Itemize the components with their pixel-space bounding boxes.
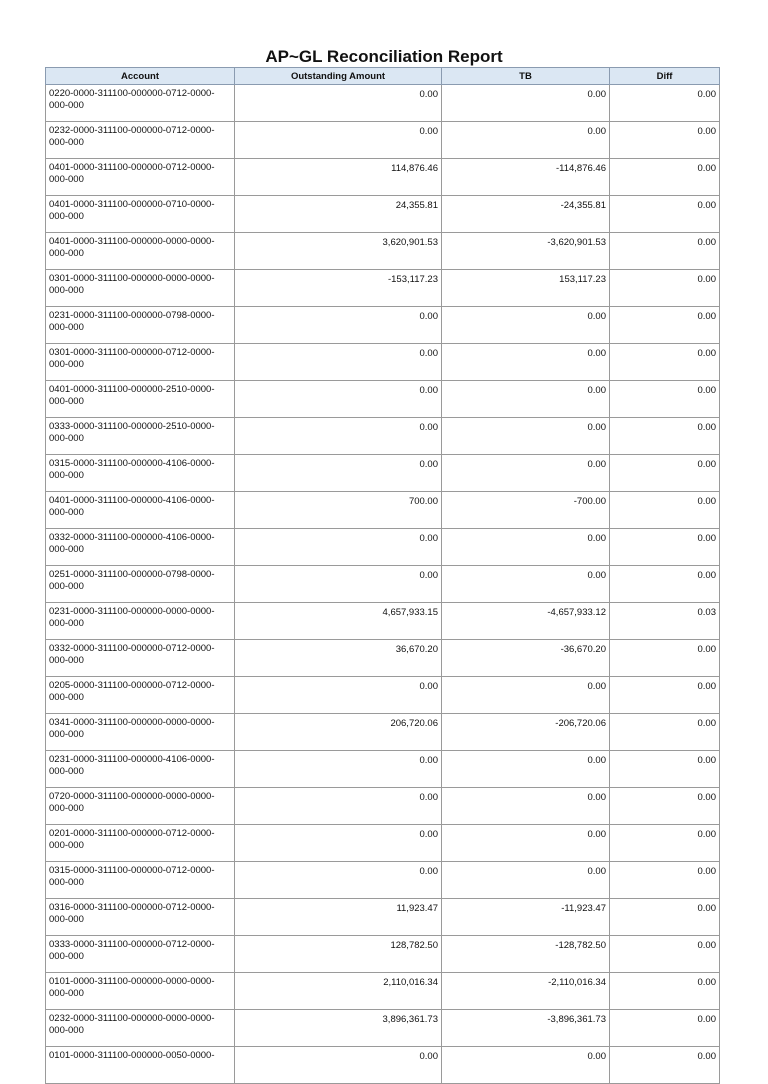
diff-cell: 0.00 bbox=[610, 751, 720, 788]
tb-cell: 0.00 bbox=[442, 825, 610, 862]
account-cell: 0301-0000-311100-000000-0000-0000-000-000 bbox=[46, 270, 235, 307]
outstanding-amount-cell: 128,782.50 bbox=[235, 936, 442, 973]
outstanding-amount-cell: 4,657,933.15 bbox=[235, 603, 442, 640]
table-row bbox=[46, 196, 720, 233]
tb-cell: 0.00 bbox=[442, 751, 610, 788]
table-row bbox=[46, 529, 720, 566]
diff-cell: 0.00 bbox=[610, 899, 720, 936]
account-cell: 0315-0000-311100-000000-4106-0000-000-000 bbox=[46, 455, 235, 492]
outstanding-amount-cell: 36,670.20 bbox=[235, 640, 442, 677]
table-row bbox=[46, 751, 720, 788]
table-row bbox=[46, 85, 720, 122]
table-row bbox=[46, 270, 720, 307]
tb-cell: 0.00 bbox=[442, 529, 610, 566]
diff-cell: 0.00 bbox=[610, 233, 720, 270]
diff-cell: 0.00 bbox=[610, 418, 720, 455]
column-header-account: Account bbox=[46, 68, 235, 85]
outstanding-amount-cell: 2,110,016.34 bbox=[235, 973, 442, 1010]
table-row bbox=[46, 418, 720, 455]
tb-cell: 0.00 bbox=[442, 85, 610, 122]
diff-cell: 0.00 bbox=[610, 1010, 720, 1047]
table-row bbox=[46, 899, 720, 936]
table-row bbox=[46, 344, 720, 381]
account-cell: 0332-0000-311100-000000-4106-0000-000-000 bbox=[46, 529, 235, 566]
table-row bbox=[46, 159, 720, 196]
diff-cell: 0.00 bbox=[610, 566, 720, 603]
diff-cell: 0.00 bbox=[610, 529, 720, 566]
diff-cell: 0.00 bbox=[610, 270, 720, 307]
column-header-tb: TB bbox=[442, 68, 610, 85]
outstanding-amount-cell: 0.00 bbox=[235, 344, 442, 381]
outstanding-amount-cell: 0.00 bbox=[235, 418, 442, 455]
diff-cell: 0.00 bbox=[610, 714, 720, 751]
account-cell: 0401-0000-311100-000000-4106-0000-000-000 bbox=[46, 492, 235, 529]
outstanding-amount-cell: 0.00 bbox=[235, 862, 442, 899]
diff-cell: 0.00 bbox=[610, 381, 720, 418]
tb-cell: -3,896,361.73 bbox=[442, 1010, 610, 1047]
outstanding-amount-cell: 114,876.46 bbox=[235, 159, 442, 196]
outstanding-amount-cell: 0.00 bbox=[235, 381, 442, 418]
table-row bbox=[46, 936, 720, 973]
table-row bbox=[46, 640, 720, 677]
account-cell: 0332-0000-311100-000000-0712-0000-000-000 bbox=[46, 640, 235, 677]
table-row bbox=[46, 973, 720, 1010]
diff-cell: 0.00 bbox=[610, 159, 720, 196]
outstanding-amount-cell: -153,117.23 bbox=[235, 270, 442, 307]
account-cell: 0205-0000-311100-000000-0712-0000-000-000 bbox=[46, 677, 235, 714]
reconciliation-table bbox=[45, 67, 720, 1084]
tb-cell: -2,110,016.34 bbox=[442, 973, 610, 1010]
outstanding-amount-cell: 0.00 bbox=[235, 788, 442, 825]
tb-cell: 0.00 bbox=[442, 566, 610, 603]
table-row bbox=[46, 233, 720, 270]
outstanding-amount-cell: 0.00 bbox=[235, 307, 442, 344]
tb-cell: 0.00 bbox=[442, 122, 610, 159]
outstanding-amount-cell: 0.00 bbox=[235, 751, 442, 788]
account-cell: 0220-0000-311100-000000-0712-0000-000-000 bbox=[46, 85, 235, 122]
table-row bbox=[46, 603, 720, 640]
tb-cell: 0.00 bbox=[442, 862, 610, 899]
account-cell: 0341-0000-311100-000000-0000-0000-000-000 bbox=[46, 714, 235, 751]
outstanding-amount-cell: 0.00 bbox=[235, 566, 442, 603]
account-cell: 0720-0000-311100-000000-0000-0000-000-000 bbox=[46, 788, 235, 825]
table-body bbox=[46, 85, 720, 1084]
account-cell: 0231-0000-311100-000000-0000-0000-000-000 bbox=[46, 603, 235, 640]
tb-cell: 0.00 bbox=[442, 788, 610, 825]
tb-cell: -700.00 bbox=[442, 492, 610, 529]
diff-cell: 0.00 bbox=[610, 862, 720, 899]
diff-cell: 0.00 bbox=[610, 936, 720, 973]
outstanding-amount-cell: 0.00 bbox=[235, 529, 442, 566]
diff-cell: 0.00 bbox=[610, 122, 720, 159]
account-cell: 0333-0000-311100-000000-0712-0000-000-000 bbox=[46, 936, 235, 973]
outstanding-amount-cell: 0.00 bbox=[235, 825, 442, 862]
table-row bbox=[46, 1010, 720, 1047]
tb-cell: -206,720.06 bbox=[442, 714, 610, 751]
table-row bbox=[46, 381, 720, 418]
account-cell: 0401-0000-311100-000000-0000-0000-000-000 bbox=[46, 233, 235, 270]
table-row bbox=[46, 566, 720, 603]
table-row bbox=[46, 1047, 720, 1084]
tb-cell: -128,782.50 bbox=[442, 936, 610, 973]
outstanding-amount-cell: 0.00 bbox=[235, 122, 442, 159]
diff-cell: 0.00 bbox=[610, 307, 720, 344]
account-cell: 0401-0000-311100-000000-0710-0000-000-000 bbox=[46, 196, 235, 233]
tb-cell: 0.00 bbox=[442, 381, 610, 418]
diff-cell: 0.00 bbox=[610, 825, 720, 862]
outstanding-amount-cell: 0.00 bbox=[235, 455, 442, 492]
outstanding-amount-cell: 0.00 bbox=[235, 1047, 442, 1084]
account-cell: 0316-0000-311100-000000-0712-0000-000-000 bbox=[46, 899, 235, 936]
report-table-container bbox=[45, 67, 719, 1062]
account-cell: 0231-0000-311100-000000-0798-0000-000-000 bbox=[46, 307, 235, 344]
tb-cell: 0.00 bbox=[442, 1047, 610, 1084]
account-cell: 0301-0000-311100-000000-0712-0000-000-000 bbox=[46, 344, 235, 381]
table-row bbox=[46, 492, 720, 529]
table-header-row bbox=[46, 68, 720, 85]
account-cell: 0232-0000-311100-000000-0000-0000-000-000 bbox=[46, 1010, 235, 1047]
diff-cell: 0.00 bbox=[610, 973, 720, 1010]
outstanding-amount-cell: 206,720.06 bbox=[235, 714, 442, 751]
table-row bbox=[46, 862, 720, 899]
tb-cell: -4,657,933.12 bbox=[442, 603, 610, 640]
account-cell: 0201-0000-311100-000000-0712-0000-000-000 bbox=[46, 825, 235, 862]
tb-cell: 0.00 bbox=[442, 455, 610, 492]
tb-cell: 0.00 bbox=[442, 344, 610, 381]
diff-cell: 0.03 bbox=[610, 603, 720, 640]
account-cell: 0232-0000-311100-000000-0712-0000-000-000 bbox=[46, 122, 235, 159]
outstanding-amount-cell: 11,923.47 bbox=[235, 899, 442, 936]
diff-cell: 0.00 bbox=[610, 196, 720, 233]
account-cell: 0101-0000-311100-000000-0000-0000-000-000 bbox=[46, 973, 235, 1010]
tb-cell: -36,670.20 bbox=[442, 640, 610, 677]
account-cell: 0315-0000-311100-000000-0712-0000-000-000 bbox=[46, 862, 235, 899]
diff-cell: 0.00 bbox=[610, 677, 720, 714]
outstanding-amount-cell: 24,355.81 bbox=[235, 196, 442, 233]
diff-cell: 0.00 bbox=[610, 85, 720, 122]
table-row bbox=[46, 714, 720, 751]
tb-cell: -114,876.46 bbox=[442, 159, 610, 196]
tb-cell: 0.00 bbox=[442, 677, 610, 714]
tb-cell: 0.00 bbox=[442, 307, 610, 344]
diff-cell: 0.00 bbox=[610, 788, 720, 825]
account-cell: 0333-0000-311100-000000-2510-0000-000-000 bbox=[46, 418, 235, 455]
table-row bbox=[46, 825, 720, 862]
account-cell: 0101-0000-311100-000000-0050-0000- bbox=[46, 1047, 235, 1084]
diff-cell: 0.00 bbox=[610, 344, 720, 381]
tb-cell: -24,355.81 bbox=[442, 196, 610, 233]
outstanding-amount-cell: 700.00 bbox=[235, 492, 442, 529]
account-cell: 0231-0000-311100-000000-4106-0000-000-000 bbox=[46, 751, 235, 788]
column-header-outstanding-amount: Outstanding Amount bbox=[235, 68, 442, 85]
outstanding-amount-cell: 0.00 bbox=[235, 677, 442, 714]
table-row bbox=[46, 677, 720, 714]
diff-cell: 0.00 bbox=[610, 492, 720, 529]
diff-cell: 0.00 bbox=[610, 455, 720, 492]
report-title: AP~GL Reconciliation Report bbox=[265, 47, 503, 66]
diff-cell: 0.00 bbox=[610, 640, 720, 677]
account-cell: 0401-0000-311100-000000-0712-0000-000-000 bbox=[46, 159, 235, 196]
tb-cell: -3,620,901.53 bbox=[442, 233, 610, 270]
account-cell: 0251-0000-311100-000000-0798-0000-000-000 bbox=[46, 566, 235, 603]
table-row bbox=[46, 788, 720, 825]
table-row bbox=[46, 307, 720, 344]
tb-cell: -11,923.47 bbox=[442, 899, 610, 936]
table-row bbox=[46, 455, 720, 492]
table-row bbox=[46, 122, 720, 159]
outstanding-amount-cell: 0.00 bbox=[235, 85, 442, 122]
outstanding-amount-cell: 3,896,361.73 bbox=[235, 1010, 442, 1047]
diff-cell: 0.00 bbox=[610, 1047, 720, 1084]
tb-cell: 0.00 bbox=[442, 418, 610, 455]
outstanding-amount-cell: 3,620,901.53 bbox=[235, 233, 442, 270]
account-cell: 0401-0000-311100-000000-2510-0000-000-000 bbox=[46, 381, 235, 418]
column-header-diff: Diff bbox=[610, 68, 720, 85]
tb-cell: 153,117.23 bbox=[442, 270, 610, 307]
